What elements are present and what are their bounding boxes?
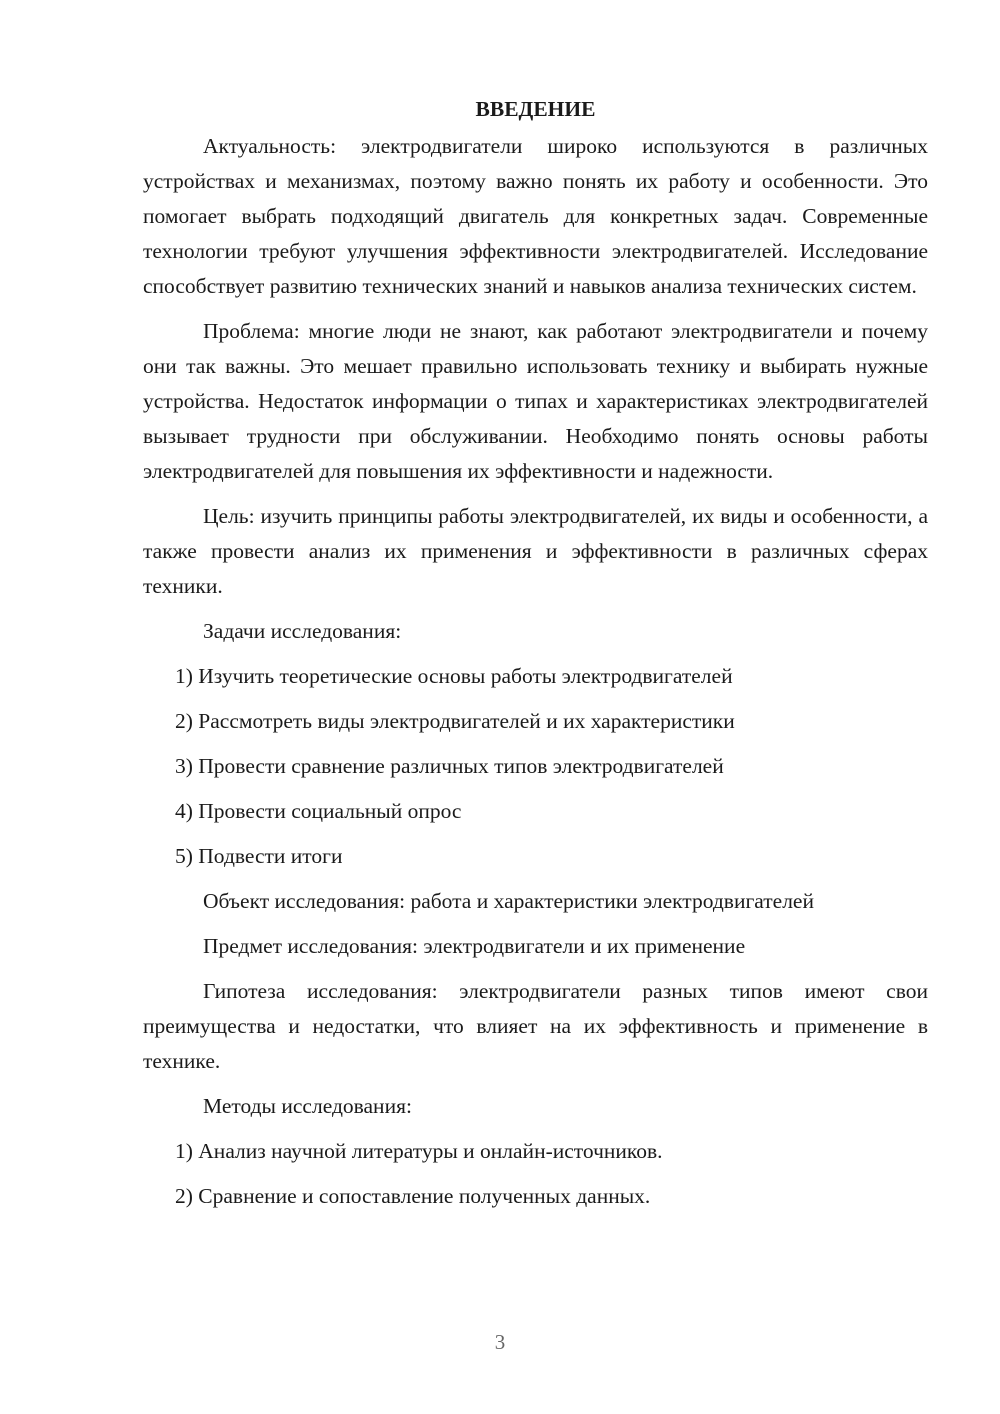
document-page [143, 92, 928, 1224]
tasks-heading: Задачи исследования: [203, 619, 402, 643]
list-item: 2) Рассмотреть виды электродвигателей и их характеристики [175, 709, 735, 733]
tasks-list [143, 659, 928, 874]
list-item: 1) Изучить теоретические основы работы электродвигателей [175, 664, 733, 688]
list-item: 5) Подвести итоги [175, 844, 343, 868]
paragraph-subject: Предмет исследования: электродвигатели и их применение [203, 934, 746, 958]
page-number: 3 [494, 1330, 506, 1354]
document-title: ВВЕДЕНИЕ [475, 97, 596, 121]
paragraph-relevance: Актуальность: электродвигатели широко используются в различных устройствах и механизмах, поэтому важно понять их работу и особенности. Это помогает выбрать подходящий двигатель для конкретных задач. Современные технологии требуют улучшения эффективности электродвигателей. Исследование способствует развитию технических знаний и навыков анализа технических систем. [143, 134, 928, 298]
paragraph-goal: Цель: изучить принципы работы электродвигателей, их виды и особенности, а также провести анализ их применения и эффективности в различных сферах техники. [143, 504, 928, 598]
list-item: 1) Анализ научной литературы и онлайн-источников. [175, 1139, 663, 1163]
methods-list [143, 1134, 928, 1214]
list-item: 2) Сравнение и сопоставление полученных данных. [175, 1184, 651, 1208]
paragraph-hypothesis: Гипотеза исследования: электродвигатели разных типов имеют свои преимущества и недостатки, что влияет на их эффективность и применение в технике. [143, 979, 928, 1073]
paragraph-object: Объект исследования: работа и характеристики электродвигателей [203, 889, 814, 913]
list-item: 3) Провести сравнение различных типов электродвигателей [175, 754, 724, 778]
paragraph-problem: Проблема: многие люди не знают, как работают электродвигатели и почему они так важны. Это мешает правильно использовать технику и выбирать нужные устройства. Недостаток информации о типах и характеристиках электродвигателей вызывает трудности при обслуживании. Необходимо понять основы работы электродвигателей для повышения их эффективности и надежности. [143, 319, 928, 483]
list-item: 4) Провести социальный опрос [175, 799, 462, 823]
methods-heading: Методы исследования: [203, 1094, 412, 1118]
